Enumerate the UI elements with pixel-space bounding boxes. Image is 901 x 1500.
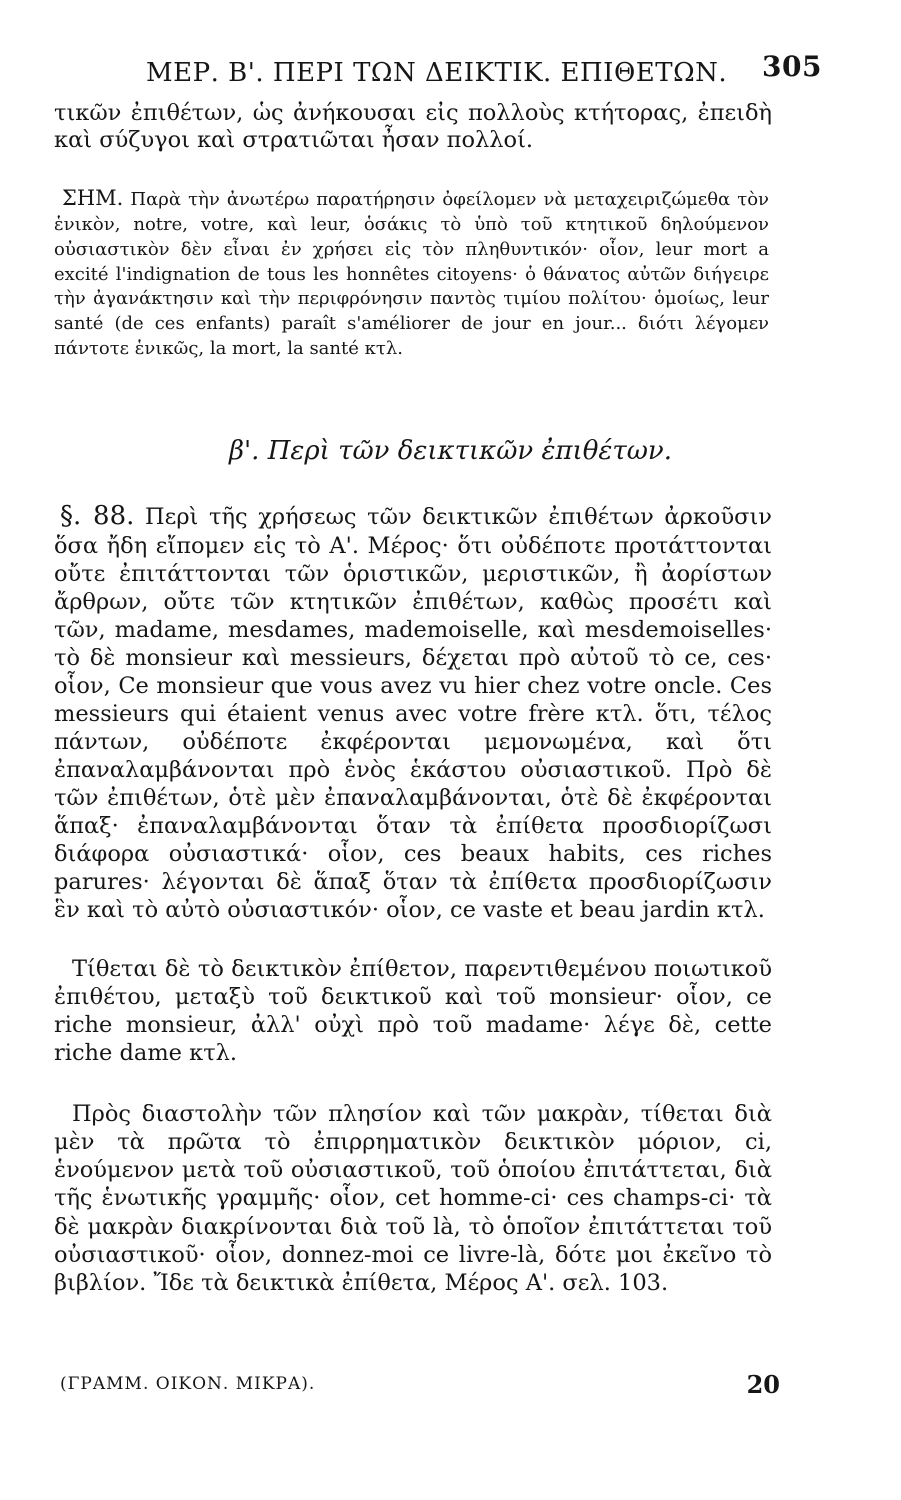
page-footer bbox=[60, 1370, 780, 1400]
paragraph-2-text: Τίθεται δὲ τὸ δεικτικὸν ἐπίθετον, παρεντιθεμένου ποιωτικοῦ ἐπιθέτου, μεταξὺ τοῦ δεικτικοῦ καὶ τοῦ monsieur· οἷον, ce riche monsieur, ἀλλ' οὐχὶ πρὸ τοῦ madame· λέγε δὲ, cette riche dame κτλ. bbox=[54, 956, 772, 1067]
signature-mark: (ΓΡΑΜΜ. ΟΙΚΟΝ. ΜΙΚΡΑ). bbox=[60, 1374, 316, 1394]
paragraph-3-text: Πρὸς διαστολὴν τῶν πλησίον καὶ τῶν μακρὰν, τίθεται διὰ μὲν τὰ πρῶτα τὸ ἐπιρρηματικὸν δεικτικὸν μόριον, ci, ἑνούμενον μετὰ τοῦ οὐσιαστικοῦ, τοῦ ὁποίου ἐπιτάττεται, διὰ τῆς ἑνωτικῆς γραμμῆς· οἷον, cet homme-ci· ces champs-ci· τὰ δὲ μακρὰν διακρίνονται διὰ τοῦ là, τὸ ὁποῖον ἐπιτάττεται τοῦ οὐσιαστικοῦ· οἷον, donnez-moi ce livre-là, δότε μοι ἐκεῖνο τὸ βιβλίον. Ἴδε τὰ δεικτικὰ ἐπίθετα, Μέρος Α'. σελ. 103. bbox=[54, 1101, 772, 1296]
header-title: ΜΕΡ. Β'. ΠΕΡΙ ΤΩΝ ΔΕΙΚΤΙΚ. ΕΠΙΘΕΤΩΝ. bbox=[146, 58, 728, 88]
section-title: β'. Περὶ τῶν δεικτικῶν ἐπιθέτων. bbox=[229, 436, 672, 466]
note-text: Παρὰ τὴν ἀνωτέρω παρατήρησιν ὀφείλομεν νὰ μεταχειριζώμεθα τὸν ἑνικὸν, notre, votre, καὶ leur, ὁσάκις τὸ ὑπὸ τοῦ κτητικοῦ δηλούμενον οὐσιαστικὸν δὲν εἶναι ἐν χρήσει εἰς τὸν πληθυντικόν· οἷον, leur mort a excité l'indignation de tous les honnêtes citoyens· ὁ θάνατος αὐτῶν διήγειρε τὴν ἀγανάκτησιν καὶ τὴν περιφρόνησιν παντὸς τιμίου πολίτου· ὁμοίως, leur santé (de ces enfants) paraît s'améliorer de jour en jour... διότι λέγομεν πάντοτε ἑνικῶς, la mort, la santé κτλ. bbox=[54, 189, 769, 360]
intro-paragraph: τικῶν ἐπιθέτων, ὡς ἀνήκουσαι εἰς πολλοὺς κτήτορας, ἐπειδὴ καὶ σύζυγοι καὶ στρατιῶται ἦσαν πολλοί. bbox=[54, 100, 772, 153]
note-paragraph bbox=[54, 184, 769, 362]
paragraph-88 bbox=[54, 500, 772, 924]
paragraph-88-text: Περὶ τῆς χρήσεως τῶν δεικτικῶν ἐπιθέτων ἀρκοῦσιν ὅσα ἤδη εἴπομεν εἰς τὸ Α'. Μέρος· ὅτι οὐδέποτε προτάττονται οὔτε ἐπιτάττονται τῶν ὁριστικῶν, μεριστικῶν, ἢ ἀορίστων ἄρθρων, οὔτε τῶν κτητικῶν ἐπιθέτων, καθὼς προσέτι καὶ τῶν, madame, mesdames, mademoiselle, καὶ mesdemoiselles· τὸ δὲ monsieur καὶ messieurs, δέχεται πρὸ αὐτοῦ τὸ ce, ces· οἷον, Ce monsieur que vous avez vu hier chez votre oncle. Ces messieurs qui étaient venus avec votre frère κτλ. ὅτι, τέλος πάντων, οὐδέποτε ἐκφέρονται μεμονωμένα, καὶ ὅτι ἐπαναλαμβάνονται πρὸ ἑνὸς ἑκάστου οὐσιαστικοῦ. Πρὸ δὲ τῶν ἐπιθέτων, ὁτὲ μὲν ἐπαναλαμβάνονται, ὁτὲ δὲ ἐκφέρονται ἅπαξ· ἐπαναλαμβάνονται ὅταν τὰ ἐπίθετα προσδιορίζωσι διάφορα οὐσιαστικά· οἷον, ces beaux habits, ces riches parures· λέγονται δὲ ἅπαξ ὅταν τὰ ἐπίθετα προσδιορίζωσιν ἓν καὶ τὸ αὐτὸ οὐσιαστικόν· οἷον, ce vaste et beau jardin κτλ. bbox=[54, 504, 772, 924]
sheet-number: 20 bbox=[746, 1370, 780, 1399]
paragraph-2 bbox=[54, 955, 772, 1068]
paragraph-3 bbox=[54, 1100, 772, 1297]
page-number: 305 bbox=[762, 50, 822, 83]
paragraph-number: §. 88. bbox=[60, 501, 135, 531]
note-label: ΣΗΜ. bbox=[62, 186, 124, 210]
running-header bbox=[56, 44, 822, 90]
